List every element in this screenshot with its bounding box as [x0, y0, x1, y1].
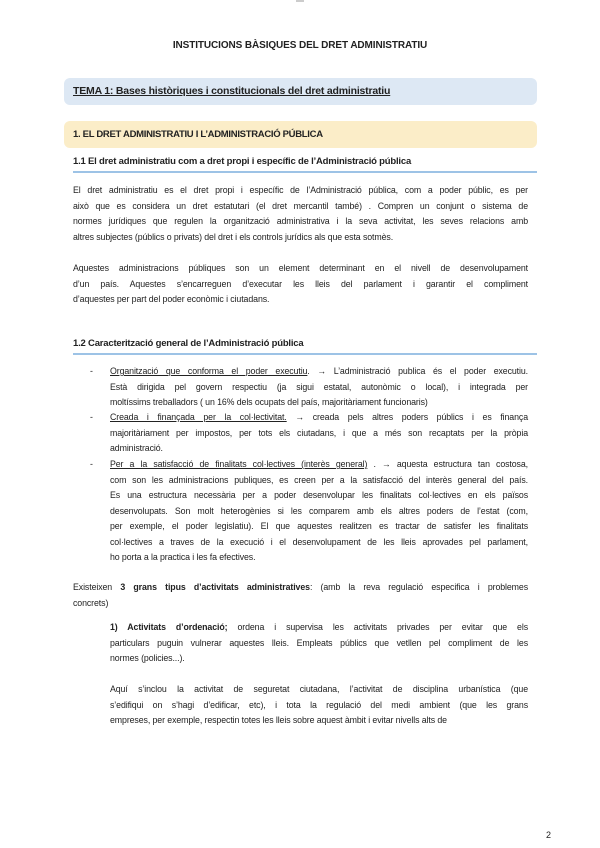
- text-line: [110, 519, 528, 535]
- text-run: Existeixen: [73, 582, 121, 592]
- text-run: Aquestes administracions públiques son un element determinant en el nivell de desenvolupament: [73, 263, 528, 273]
- text-run: col·lectives a traves de la execució i el desenvolupament de les lleis aprovades pel parlament,: [110, 536, 528, 547]
- text-line: [110, 473, 528, 489]
- text-run: . → aquesta estructura tan costosa,: [367, 459, 528, 469]
- bullet-item: [90, 410, 528, 457]
- text-line: [110, 364, 528, 380]
- document-title: INSTITUCIONS BÀSIQUES DEL DRET ADMINISTRATIU: [172, 40, 428, 51]
- text-line: [110, 535, 528, 551]
- text-line: [110, 380, 528, 396]
- text-line: [110, 682, 528, 698]
- text-run: → creada pels altres poders públics i es finança: [286, 412, 528, 422]
- paragraph: [73, 261, 528, 308]
- page-number: 2: [546, 830, 552, 840]
- text-run: particulars puguin vulnerar aquestes lleis. Empleats públics que vetllen pel compliment de les: [110, 637, 528, 648]
- text-run: Es una estructura necessària per a poder desenvolupar les finalitats col·lectives en els països: [110, 490, 528, 500]
- text-run: normes jurídiques que regulen la organització administrativa i la seva activitat, les seves relacions amb: [73, 216, 528, 226]
- text-run: empreses, per exemple, respectin totes les lleis sobre aquest àmbit i evitar nivells alts de: [110, 715, 447, 725]
- text-run: per exemple, el poder legislatiu). El que aquestes realitzen es tractar de satisfer les finalitats: [110, 521, 528, 531]
- text-line: [110, 441, 528, 457]
- text-run: Està dirigida pel govern respectiu (ja sigui estatal, autonòmic o local), i integrada per: [110, 381, 528, 392]
- bullet-dash: -: [90, 459, 93, 469]
- text-line: [73, 214, 528, 230]
- text-run: administració.: [110, 443, 163, 453]
- text-line: [110, 410, 528, 426]
- text-line: [110, 550, 528, 566]
- text-run: això que es considera un dret estatutari (el dret mercantil també) . Compren un conjunt o sistema de: [73, 200, 528, 211]
- paragraph: [110, 620, 528, 667]
- subsection-heading-1-2: 1.2 Caracterització general de l’Administració pública: [73, 338, 537, 355]
- text-line: [73, 199, 528, 215]
- text-run: moltíssims treballadors ( un 16% dels ocupats del país, majoritàriament funcionaris): [110, 397, 428, 407]
- paragraph: [73, 183, 528, 245]
- bullet-item: [90, 457, 528, 566]
- paragraph: [73, 580, 528, 611]
- text-run: El dret administratiu es el dret propi i específic de l’Administració pública, com a poder públic, es per: [73, 185, 528, 195]
- text-line: [110, 698, 528, 714]
- bold-text: 1) Activitats d’ordenació;: [110, 622, 228, 632]
- text-line: [110, 504, 528, 520]
- text-run: altres subjectes (públics o privats) del dret i els controls jurídics als que esta sotmès.: [73, 231, 394, 242]
- section-heading: 1. EL DRET ADMINISTRATIU I L’ADMINISTRACIÓ PÚBLICA: [73, 129, 323, 140]
- text-line: [110, 713, 528, 729]
- underlined-text: Organització que conforma el poder executiu: [110, 366, 308, 376]
- text-run: s’edifiqui on s’hagi d’edificar, etc), i tota la regulació del medi ambient (que les grans: [110, 699, 528, 710]
- bullet-item: [90, 364, 529, 411]
- text-line: [73, 230, 528, 246]
- text-run: majoritàriament per impostos, per tots els ciutadans, i que a més son recaptats per la pròpia: [110, 427, 528, 438]
- page-top-mark: [296, 0, 304, 2]
- text-run: ordena i supervisa les activitats privades per evitar que els: [227, 622, 529, 632]
- text-line: [73, 292, 528, 308]
- text-run: desenvolupats. Son molt heterogènies si les comparem amb els altres poders de l’estat (com,: [110, 505, 528, 516]
- paragraph: [110, 682, 528, 729]
- text-line: [110, 620, 528, 636]
- bold-text: 3 grans tipus d’activitats administratives: [120, 582, 310, 592]
- text-line: [110, 426, 528, 442]
- text-run: concrets): [73, 597, 109, 608]
- text-line: [110, 395, 528, 411]
- text-run: com son les administracions publiques, es creen per a la satisfacció del interès general del país.: [110, 474, 528, 485]
- tema-heading: TEMA 1: Bases històriques i constitucionals del dret administratiu: [73, 85, 391, 97]
- text-line: [73, 261, 528, 277]
- underlined-text: Creada i finançada per la col·lectivitat.: [110, 412, 287, 422]
- text-line: [110, 488, 528, 504]
- text-line: [73, 580, 528, 596]
- text-line: [110, 636, 528, 652]
- text-run: : (amb la reva regulació especifica i problemes: [309, 582, 529, 592]
- text-line: [110, 457, 528, 473]
- section-heading-box: [64, 121, 537, 148]
- text-line: [73, 596, 528, 612]
- subsection-heading-1-1: 1.1 El dret administratiu com a dret propi i específic de l’Administració pública: [73, 156, 537, 173]
- underlined-text: Per a la satisfacció de finalitats col·lectives (interès general): [110, 459, 368, 469]
- bullet-dash: -: [90, 366, 93, 376]
- text-run: d’un país. Aquestes s’encarreguen d’executar les lleis del parlament i garantir el compliment: [73, 278, 528, 289]
- text-line: [73, 183, 528, 199]
- tema-heading-box: [64, 78, 537, 105]
- text-run: normes (policies...).: [110, 653, 185, 663]
- bullet-dash: -: [90, 412, 93, 422]
- text-run: ho porta a la practica i les fa efectives.: [110, 552, 256, 562]
- text-line: [73, 277, 528, 293]
- text-run: . → L’administració publica és el poder executiu.: [307, 366, 529, 376]
- text-run: d’aquestes per part del poder econòmic i ciutadans.: [73, 294, 270, 304]
- text-line: [110, 651, 528, 667]
- text-run: Aquí s’inclou la activitat de seguretat ciutadana, l’activitat de disciplina urbanística (que: [110, 684, 528, 694]
